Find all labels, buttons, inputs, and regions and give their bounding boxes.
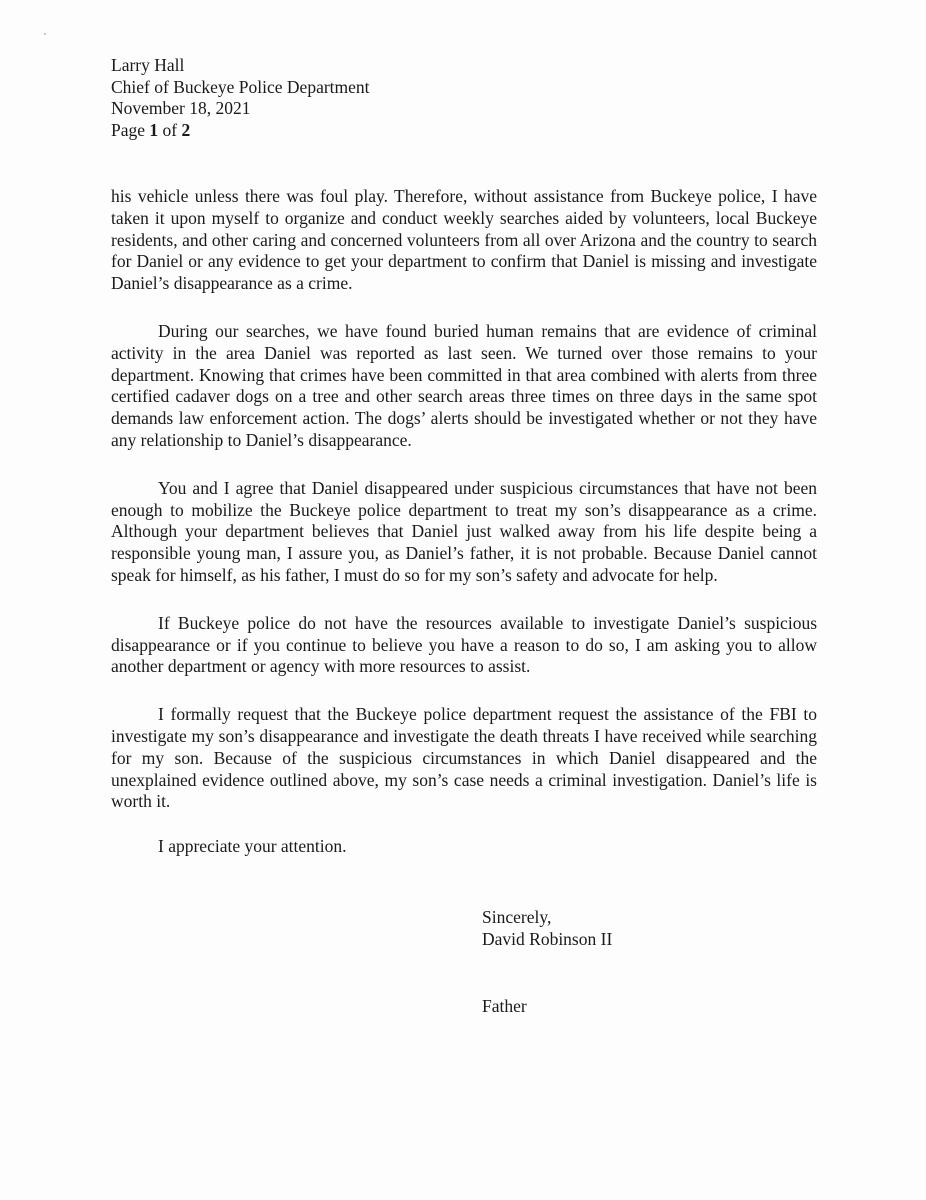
letter-body [111,186,817,813]
paragraph: I formally request that the Buckeye police department request the assistance of the FBI to investigate my son’s disappearance and investigate the death threats I have received while searching for my son. Because of the suspicious circumstances in which Daniel disappeared and the unexplained evidence outlined above, my son’s case needs a criminal investigation. Daniel’s life is worth it. [111,704,817,812]
page-total: 2 [181,119,191,140]
page-current: 1 [149,119,159,140]
signoff-block [482,906,612,950]
letter-date: November 18, 2021 [111,98,251,118]
page-of: of [158,119,182,140]
recipient-name: Larry Hall [111,55,185,75]
paragraph: During our searches, we have found buried human remains that are evidence of criminal activity in the area Daniel was reported as last seen. We turned over those remains to your department. Knowing that crimes have been committed in that area combined with alerts from three certified cadaver dogs on a tree and other search areas three times on three days in the same spot demands law enforcement action. The dogs’ alerts should be investigated whether or not they have any relationship to Daniel’s disappearance. [111,320,817,450]
signer-role: Father [482,996,527,1016]
page-prefix: Page [111,119,150,140]
paragraph: You and I agree that Daniel disappeared under suspicious circumstances that have not been enough to mobilize the Buckeye police department to treat my son’s disappearance as a crime. Although your department believes that Daniel just walked away from his life despite being a responsible young man, I assure you, as Daniel’s father, it is not probable. Because Daniel cannot speak for himself, as his father, I must do so for my son’s safety and advocate for help. [111,477,817,585]
page-indicator [111,120,370,142]
signer-name: David Robinson II [482,929,613,949]
paragraph: If Buckeye police do not have the resources available to investigate Daniel’s suspicious disappearance or if you continue to believe you have a reason to do so, I am asking you to allow another department or agency with more resources to assist. [111,612,817,677]
closing-line: I appreciate your attention. [158,836,347,856]
recipient-title: Chief of Buckeye Police Department [111,76,370,97]
paragraph: his vehicle unless there was foul play. Therefore, without assistance from Buckeye police, I have taken it upon myself to organize and conduct weekly searches aided by volunteers, local Buckeye residents, and other caring and concerned volunteers from all over Arizona and the country to search for Daniel or any evidence to get your department to confirm that Daniel is missing and investigate Daniel’s disappearance as a crime. [111,186,817,294]
valediction: Sincerely, [482,907,552,927]
scan-speck [44,33,46,35]
letter-header [111,55,370,141]
